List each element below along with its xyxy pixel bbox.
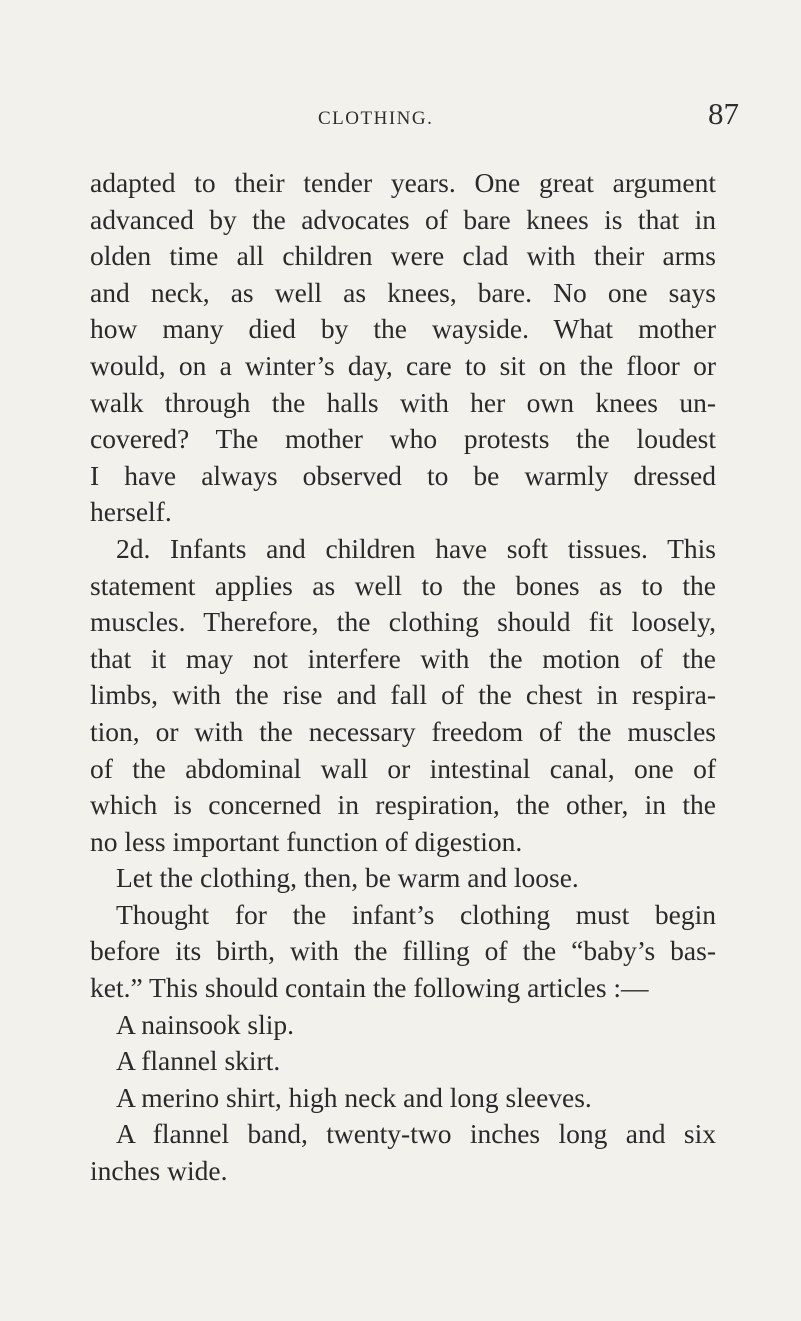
text-line: tion, or with the necessary freedom of the muscles — [90, 715, 716, 747]
text-line: no less important function of digestion. — [90, 825, 523, 857]
running-head: CLOTHING. — [318, 108, 434, 129]
text-line: 2d. Infants and children have soft tissues. This — [116, 532, 716, 564]
body-text — [90, 165, 716, 1190]
page-number: 87 — [708, 96, 739, 131]
list-item: A nainsook slip. — [116, 1008, 294, 1040]
text-line: olden time all children were clad with their arms — [90, 240, 716, 272]
text-line: and neck, as well as knees, bare. No one says — [90, 276, 716, 308]
list-item: A flannel band, twenty-two inches long and six — [116, 1118, 716, 1150]
text-line: which is concerned in respiration, the other, in the — [90, 789, 716, 821]
list-item: A flannel skirt. — [116, 1045, 281, 1077]
text-line: how many died by the wayside. What mother — [90, 313, 716, 345]
text-line: inches wide. — [90, 1155, 228, 1187]
text-line: muscles. Therefore, the clothing should fit loosely, — [90, 606, 716, 638]
text-line: covered? The mother who protests the loudest — [90, 423, 716, 455]
text-line: Let the clothing, then, be warm and loose. — [116, 862, 579, 894]
text-line: herself. — [90, 496, 172, 528]
text-line: statement applies as well to the bones as to the — [90, 569, 716, 601]
text-line: of the abdominal wall or intestinal canal, one of — [90, 752, 716, 784]
text-line: limbs, with the rise and fall of the chest in respira- — [90, 679, 716, 711]
text-line: before its birth, with the filling of the “baby’s bas- — [90, 935, 716, 967]
text-line: that it may not interfere with the motion of the — [90, 642, 716, 674]
text-line: ket.” This should contain the following articles :— — [90, 972, 649, 1004]
text-line: adapted to their tender years. One great argument — [90, 167, 716, 198]
text-line: would, on a winter’s day, care to sit on the floor or — [90, 349, 716, 381]
text-line: I have always observed to be warmly dressed — [90, 459, 716, 491]
text-line: walk through the halls with her own knees un- — [90, 386, 716, 418]
text-line: Thought for the infant’s clothing must begin — [116, 898, 716, 930]
text-line: advanced by the advocates of bare knees is that in — [90, 203, 716, 235]
list-item: A merino shirt, high neck and long sleeves. — [116, 1081, 592, 1113]
